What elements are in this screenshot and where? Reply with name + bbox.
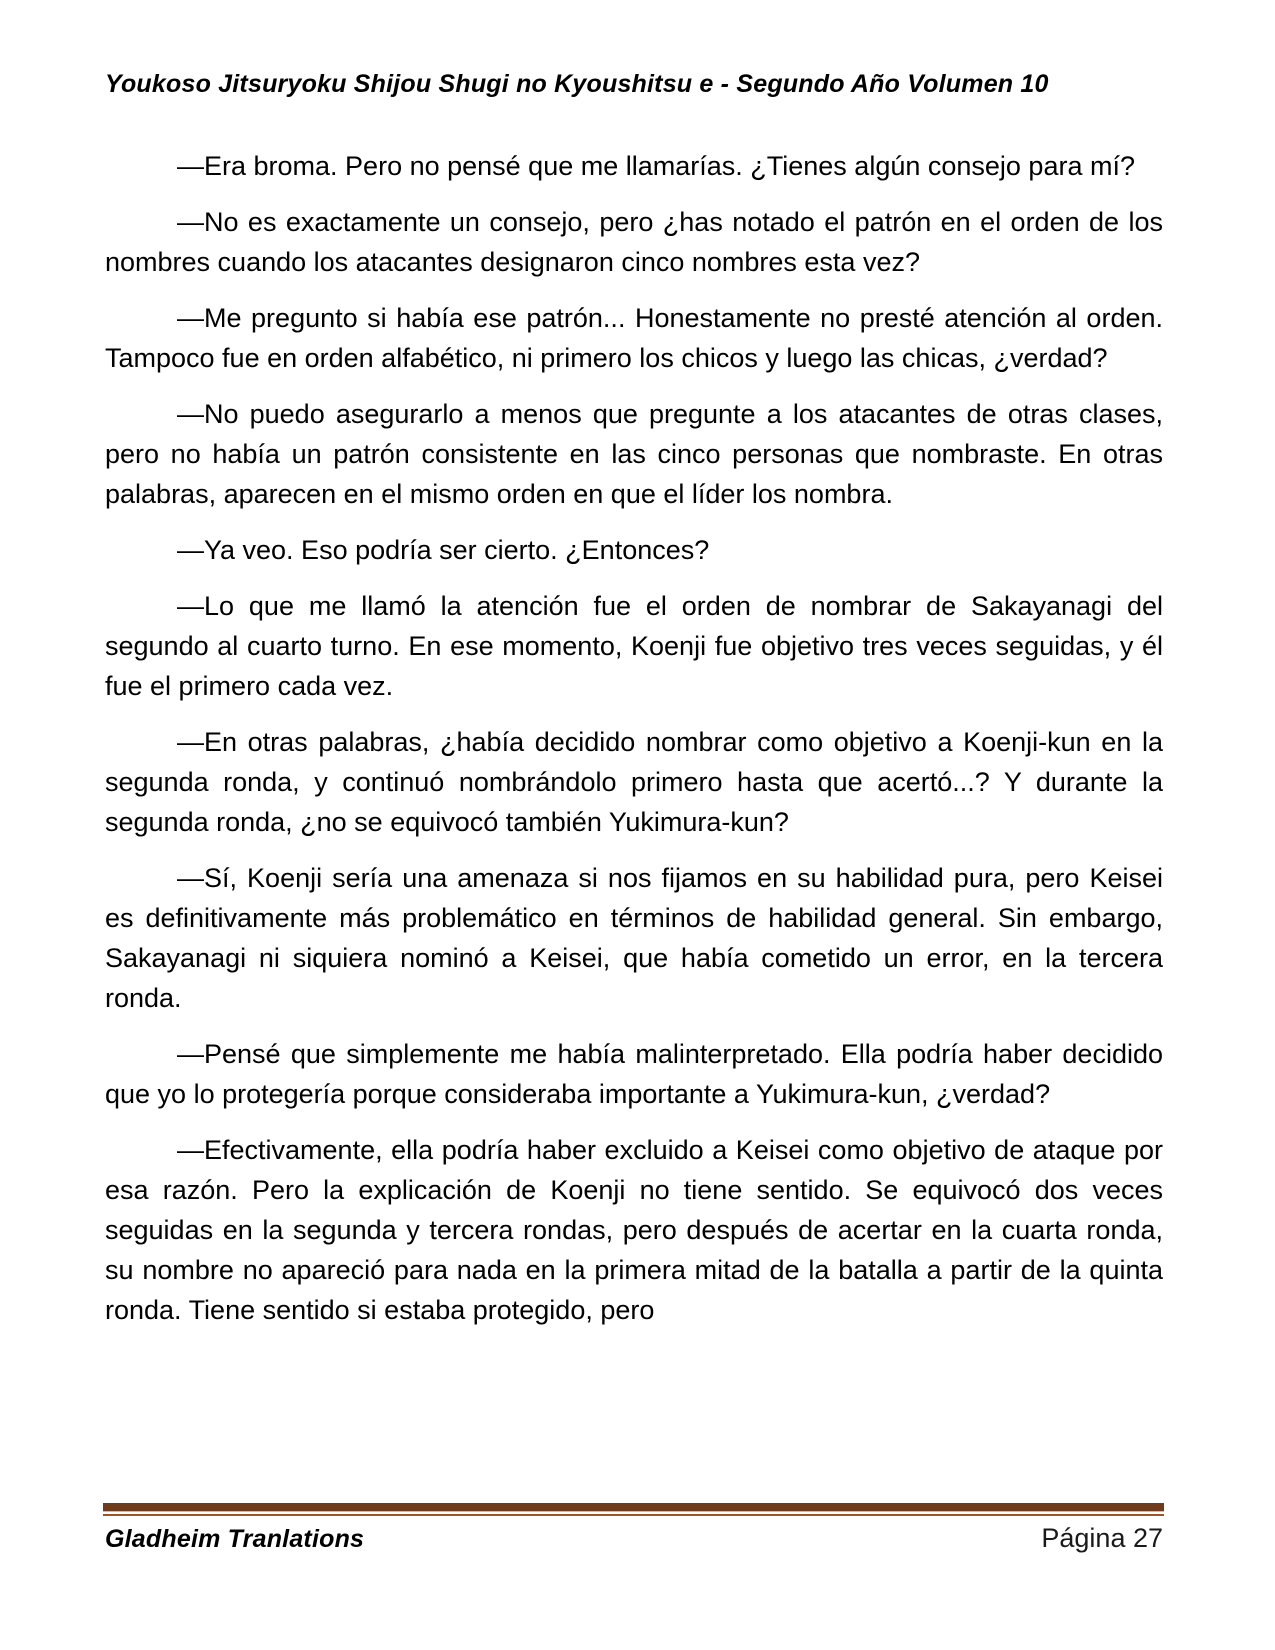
document-body: [105, 146, 1163, 1346]
paragraph: —Ya veo. Eso podría ser cierto. ¿Entonces?: [177, 535, 710, 565]
paragraph: —No puedo asegurarlo a menos que pregunte a los atacantes de otras clases, pero no había un patrón consistente en las cinco personas que nombraste. En otras palabras, aparecen en el mismo orden en que el líder los nombra.: [105, 399, 1163, 509]
paragraph: —Sí, Koenji sería una amenaza si nos fijamos en su habilidad pura, pero Keisei es definitivamente más problemático en términos de habilidad general. Sin embargo, Sakayanagi ni siquiera nominó a Keisei, que había cometido un error, en la tercera ronda.: [105, 863, 1163, 1013]
footer-divider: [103, 1503, 1164, 1516]
paragraph: —Era broma. Pero no pensé que me llamarías. ¿Tienes algún consejo para mí?: [177, 151, 1135, 181]
paragraph: —Pensé que simplemente me había malinterpretado. Ella podría haber decidido que yo lo protegería porque consideraba importante a Yukimura-kun, ¿verdad?: [105, 1039, 1163, 1109]
page-footer: [105, 1523, 1163, 1554]
page-number: Página 27: [1041, 1523, 1163, 1553]
footer-divider-thick-line: [103, 1503, 1164, 1511]
paragraph: —En otras palabras, ¿había decidido nombrar como objetivo a Koenji-kun en la segunda ronda, y continuó nombrándolo primero hasta que acertó...? Y durante la segunda ronda, ¿no se equivocó también Yukimura-kun?: [105, 727, 1163, 837]
paragraph: —Lo que me llamó la atención fue el orden de nombrar de Sakayanagi del segundo al cuarto turno. En ese momento, Koenji fue objetivo tres veces seguidas, y él fue el primero cada vez.: [105, 591, 1163, 701]
page-header-title: Youkoso Jitsuryoku Shijou Shugi no Kyoushitsu e - Segundo Año Volumen 10: [105, 70, 1049, 98]
paragraph: —No es exactamente un consejo, pero ¿has notado el patrón en el orden de los nombres cuando los atacantes designaron cinco nombres esta vez?: [105, 207, 1163, 277]
paragraph: —Me pregunto si había ese patrón... Honestamente no presté atención al orden. Tampoco fue en orden alfabético, ni primero los chicos y luego las chicas, ¿verdad?: [105, 303, 1163, 373]
translator-brand: Gladheim Tranlations: [105, 1525, 365, 1553]
footer-divider-thin-line: [103, 1514, 1164, 1516]
paragraph: —Efectivamente, ella podría haber excluido a Keisei como objetivo de ataque por esa razón. Pero la explicación de Koenji no tiene sentido. Se equivocó dos veces seguidas en la segunda y tercera rondas, pero después de acertar en la cuarta ronda, su nombre no apareció para nada en la primera mitad de la batalla a partir de la quinta ronda. Tiene sentido si estaba protegido, pero: [105, 1135, 1163, 1325]
